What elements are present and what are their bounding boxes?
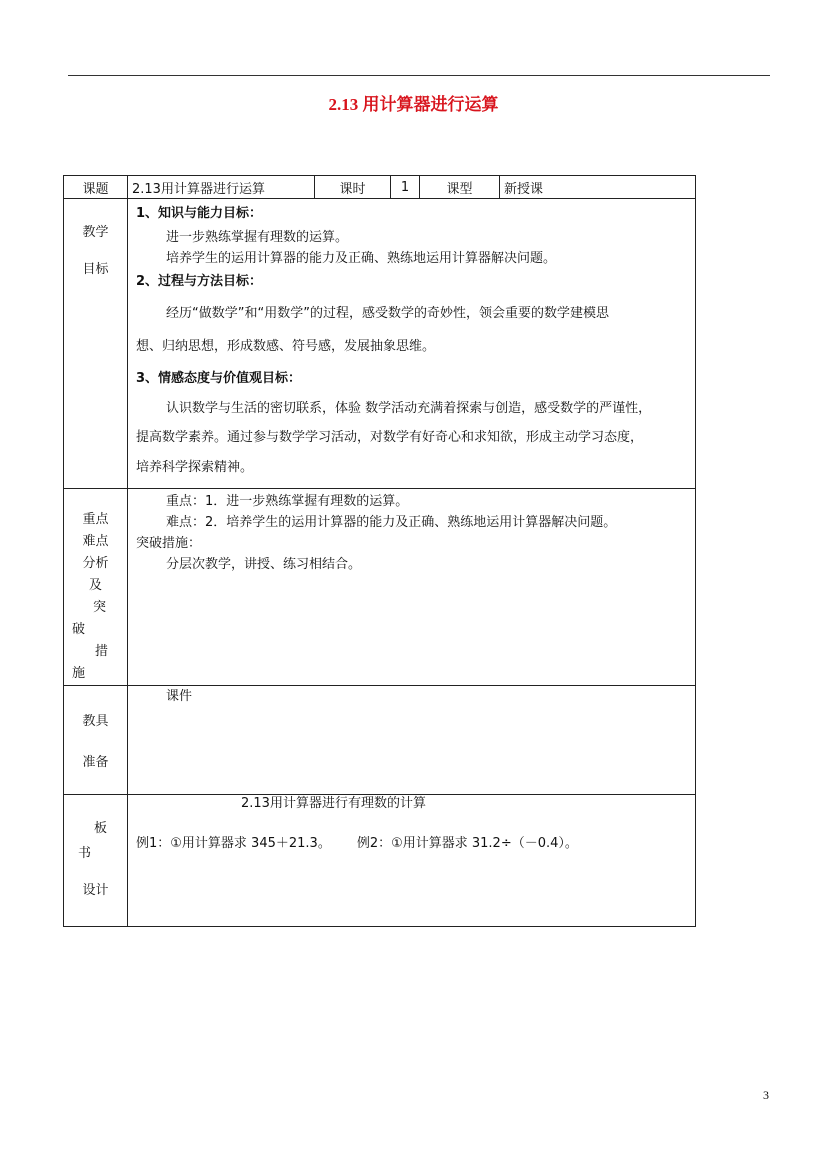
focus-label-2: 难点 [82, 534, 109, 549]
goals-s3-line2: 提高数学素养。通过参与数学学习活动，对数学有好奇心和求知欲，形成主动学习态度， [136, 430, 644, 445]
tools-content [128, 686, 696, 795]
focus-label-3: 分析 [82, 556, 109, 571]
goals-section3-title: 3、情感态度与价值观目标： [136, 371, 302, 386]
topic-label: 课题 [64, 176, 128, 199]
focus-label-1: 重点 [82, 512, 109, 527]
type-value: 新授课 [500, 176, 696, 199]
page-number: 3 [763, 1088, 769, 1102]
focus-difficulty: 难点：2．培养学生的运用计算器的能力及正确、熟练地运用计算器解决问题。 [166, 515, 617, 530]
focus-measures: 分层次教学，讲授、练习相结合。 [166, 557, 362, 572]
goals-s1-line2: 培养学生的运用计算器的能力及正确、熟练地运用计算器解决问题。 [166, 251, 557, 266]
goals-content [128, 199, 696, 489]
focus-measures-title: 突破措施： [136, 536, 202, 551]
goals-s3-line3: 培养科学探索精神。 [136, 460, 254, 475]
goals-section1-title: 1、知识与能力目标： [136, 206, 263, 221]
focus-label-5: 突 [92, 600, 106, 615]
goals-s2-line2: 想、归纳思想，形成数感、符号感，发展抽象思维。 [136, 339, 436, 354]
goals-s2-line1: 经历“做数学”和“用数学”的过程，感受数学的奇妙性，领会重要的数学建模思 [166, 306, 609, 321]
board-label [64, 795, 128, 927]
type-label: 课型 [420, 176, 500, 199]
table-row-tools [64, 686, 696, 795]
table-row-header [64, 176, 696, 199]
focus-key-point: 重点：1．进一步熟练掌握有理数的运算。 [166, 494, 409, 509]
board-label-line3: 设计 [82, 883, 109, 898]
goals-s3-line1: 认识数学与生活的密切联系，体验 数学活动充满着探索与创造，感受数学的严谨性， [166, 401, 652, 416]
board-content [128, 795, 696, 927]
table-row-goals [64, 199, 696, 489]
focus-label-8: 施 [72, 666, 86, 681]
table-row-board [64, 795, 696, 927]
tools-label [64, 686, 128, 795]
goals-label-line2: 目标 [82, 262, 109, 277]
topic-value: 2.13用计算器进行运算 [128, 176, 315, 199]
board-examples [136, 835, 690, 853]
tools-label-line2: 准备 [82, 755, 109, 770]
goals-label-line1: 教学 [82, 225, 109, 240]
table-row-focus [64, 489, 696, 686]
tools-label-line1: 教具 [82, 714, 109, 729]
board-label-line2: 书 [78, 846, 92, 861]
board-example2: 例2：①用计算器求 31.2÷（－0.4）。 [356, 836, 578, 851]
header-rule [68, 75, 770, 76]
goals-section2-title: 2、过程与方法目标： [136, 274, 263, 289]
period-label: 课时 [315, 176, 391, 199]
document-title: 2.13 用计算器进行运算 [328, 95, 499, 114]
focus-content [128, 489, 696, 686]
goals-s1-line1: 进一步熟练掌握有理数的运算。 [166, 230, 349, 245]
board-example1: 例1：①用计算器求 345＋21.3。 [136, 836, 331, 851]
focus-label [64, 489, 128, 686]
focus-label-4: 及 [88, 578, 102, 593]
period-value: 1 [391, 176, 420, 199]
focus-label-6: 破 [72, 622, 86, 637]
goals-label [64, 199, 128, 489]
board-label-line1: 板 [93, 821, 107, 836]
focus-label-7: 措 [94, 644, 108, 659]
tools-value: 课件 [166, 689, 193, 704]
lesson-plan-table [63, 175, 696, 927]
board-heading: 2.13用计算器进行有理数的计算 [241, 796, 426, 811]
